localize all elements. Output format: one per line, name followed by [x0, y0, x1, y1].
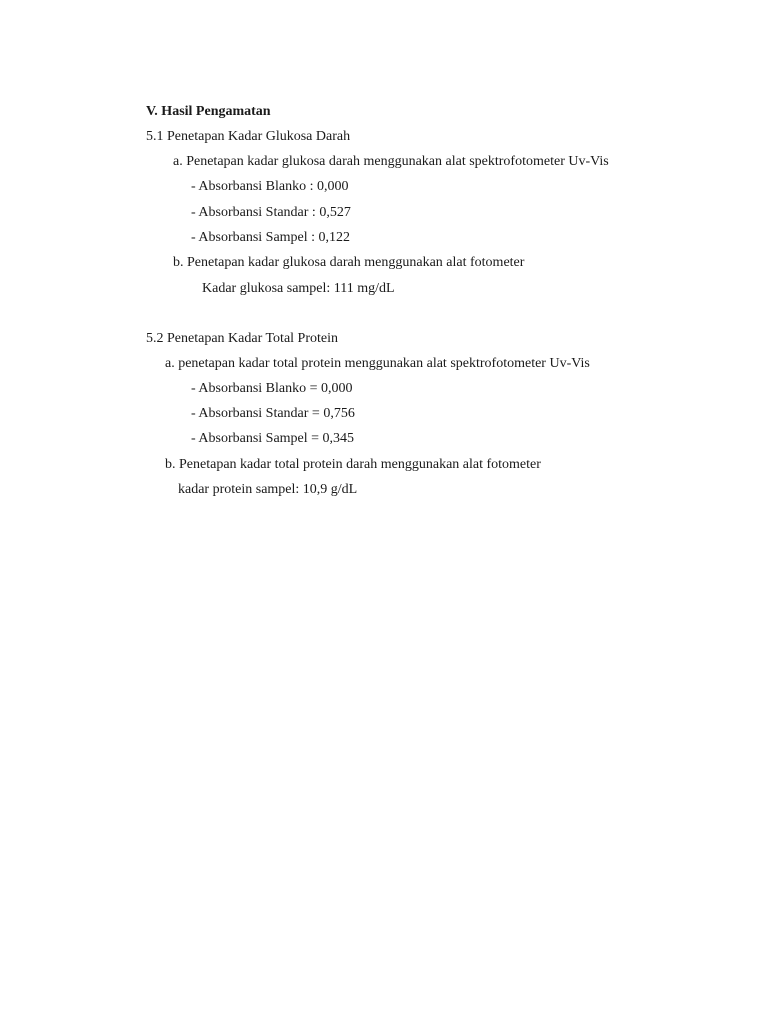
section-1a-item-blanko: - Absorbansi Blanko : 0,000	[191, 179, 349, 194]
section-1a-item-sampel: - Absorbansi Sampel : 0,122	[191, 230, 351, 245]
section-2a-item-sampel: - Absorbansi Sampel = 0,345	[191, 431, 355, 446]
section-2b-title: b. Penetapan kadar total protein darah menggunakan alat fotometer	[165, 457, 541, 472]
section-heading: V. Hasil Pengamatan	[146, 104, 271, 119]
section-1b-result: Kadar glukosa sampel: 111 mg/dL	[202, 281, 395, 296]
section-2a-title: a. penetapan kadar total protein menggunakan alat spektrofotometer Uv-Vis	[165, 356, 590, 371]
section-1b-title: b. Penetapan kadar glukosa darah menggunakan alat fotometer	[173, 255, 525, 270]
section-2a-item-blanko: - Absorbansi Blanko = 0,000	[191, 381, 353, 396]
section-1a-item-standar: - Absorbansi Standar : 0,527	[191, 205, 351, 220]
section-2a-item-standar: - Absorbansi Standar = 0,756	[191, 406, 355, 421]
section-1a-title: a. Penetapan kadar glukosa darah menggunakan alat spektrofotometer Uv-Vis	[173, 154, 609, 169]
section-2b-result: kadar protein sampel: 10,9 g/dL	[178, 482, 358, 497]
section-1-title: 5.1 Penetapan Kadar Glukosa Darah	[146, 129, 351, 144]
section-2-title: 5.2 Penetapan Kadar Total Protein	[146, 331, 338, 346]
